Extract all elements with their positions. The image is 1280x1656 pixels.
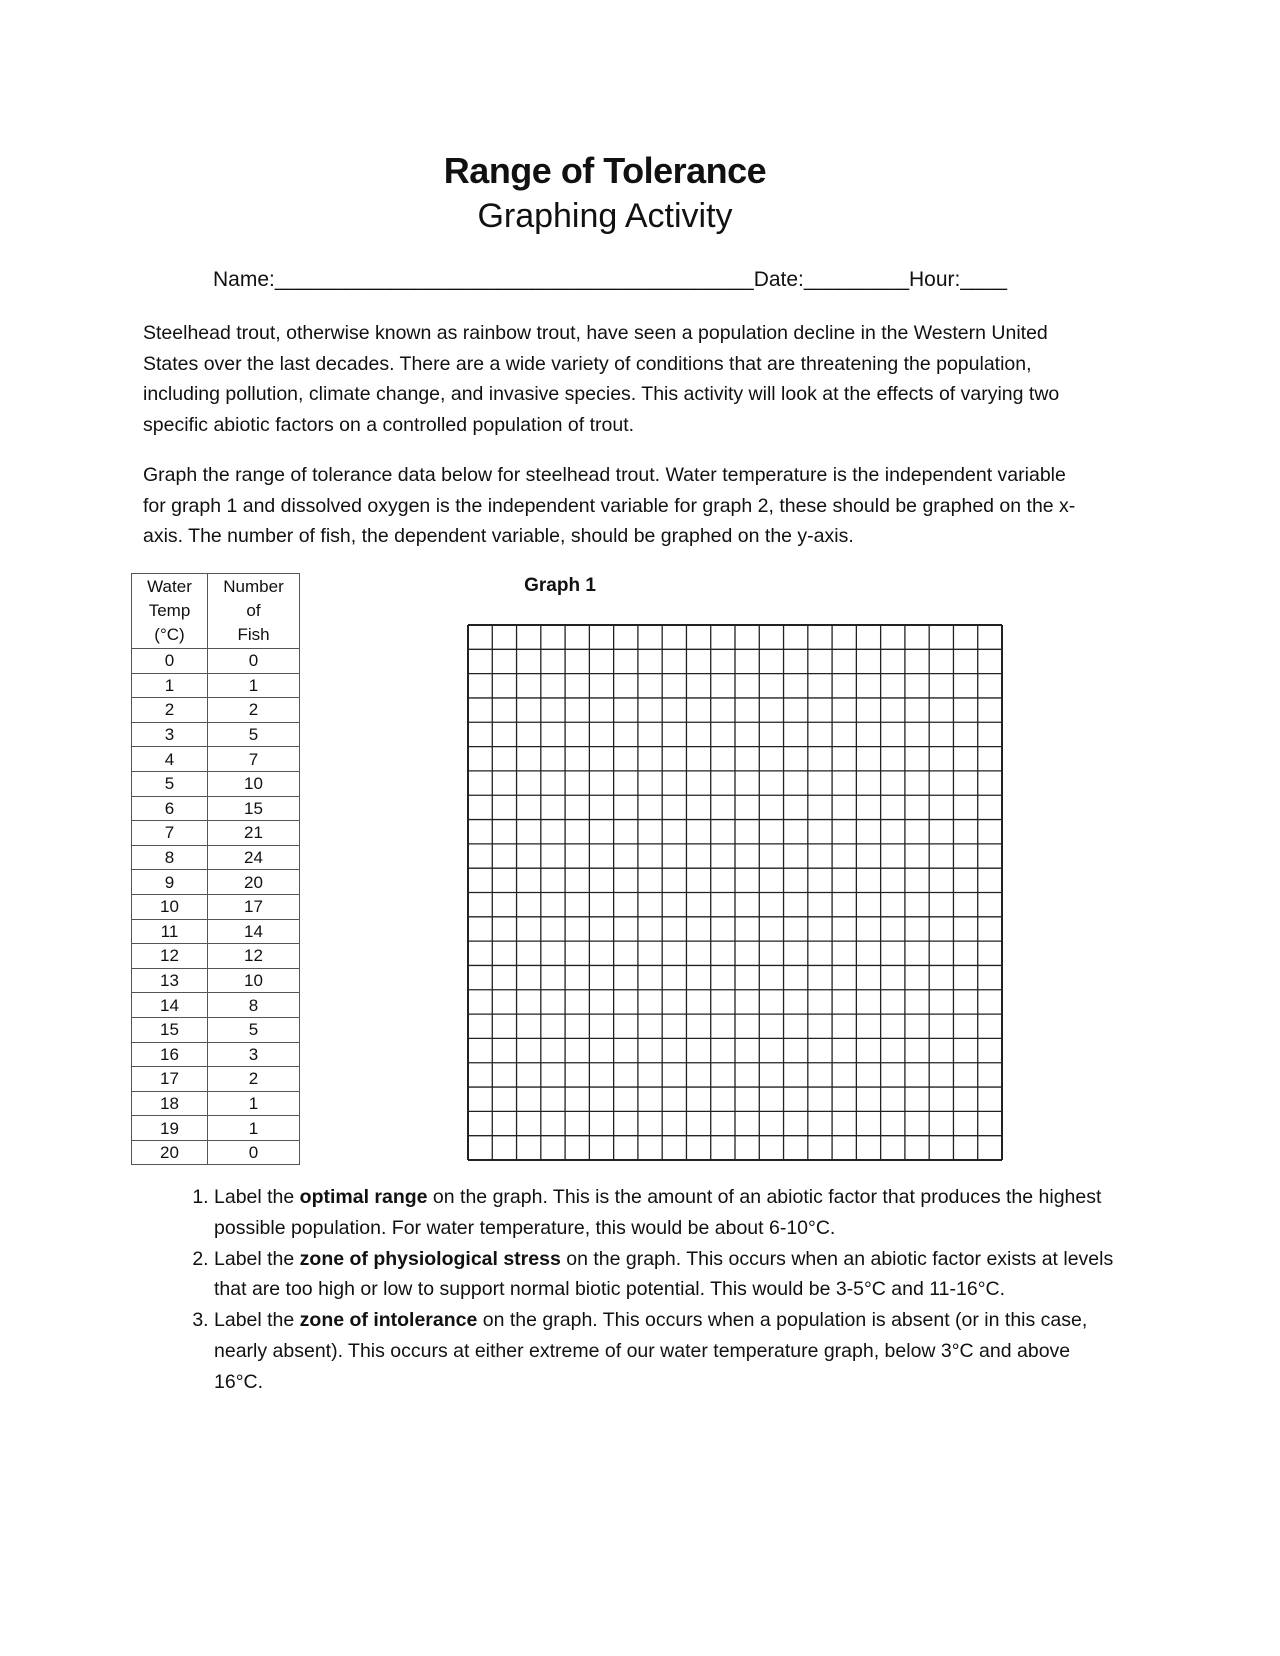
header-number-of-fish: Number of Fish [208, 574, 300, 649]
water-temp-cell: 18 [132, 1091, 208, 1116]
table-row [132, 722, 300, 747]
table-row [132, 993, 300, 1018]
fish-count-cell: 10 [208, 771, 300, 796]
question-item [214, 1182, 1124, 1244]
fish-count-cell: 1 [208, 1091, 300, 1116]
fish-count-cell: 0 [208, 1140, 300, 1165]
fish-count-cell: 15 [208, 796, 300, 821]
page-title: Range of Tolerance [443, 150, 767, 191]
blank-graph-grid[interactable] [467, 624, 1003, 1161]
water-temp-cell: 13 [132, 968, 208, 993]
name-date-hour-line: Name:_________________________________________Date:_________Hour:____ [213, 268, 1008, 291]
page-subtitle: Graphing Activity [477, 197, 733, 235]
water-temp-cell: 12 [132, 944, 208, 969]
fish-count-cell: 1 [208, 673, 300, 698]
fish-count-cell: 1 [208, 1116, 300, 1141]
fish-count-cell: 7 [208, 747, 300, 772]
table-header-row [132, 574, 300, 649]
water-temp-cell: 19 [132, 1116, 208, 1141]
question-text: Label the [214, 1247, 300, 1270]
water-temp-cell: 4 [132, 747, 208, 772]
table-row [132, 673, 300, 698]
table-row [132, 1091, 300, 1116]
table-row [132, 894, 300, 919]
fish-count-cell: 21 [208, 821, 300, 846]
table-row [132, 698, 300, 723]
water-temp-cell: 20 [132, 1140, 208, 1165]
question-text: Label the [214, 1186, 300, 1208]
question-text: Label the [214, 1309, 300, 1332]
water-temp-cell: 17 [132, 1067, 208, 1092]
water-temp-cell: 2 [132, 698, 208, 723]
fish-count-cell: 5 [208, 722, 300, 747]
table-body [132, 649, 300, 1165]
fish-count-cell: 8 [208, 993, 300, 1018]
water-temp-cell: 16 [132, 1042, 208, 1067]
water-temp-cell: 3 [132, 722, 208, 747]
fish-count-cell: 2 [208, 698, 300, 723]
water-temp-cell: 15 [132, 1017, 208, 1042]
question-item [214, 1305, 1124, 1397]
data-table [131, 573, 300, 1165]
question-item [214, 1244, 1124, 1306]
table-row [132, 1067, 300, 1092]
fish-count-cell: 10 [208, 968, 300, 993]
table-row [132, 1017, 300, 1042]
question-key-term: zone of intolerance [299, 1309, 478, 1332]
fish-count-cell: 24 [208, 845, 300, 870]
question-text: on the graph. This is the amount of an abiotic factor that produces the highest possible population. For water temperature, this would be about 6-10°C. [214, 1186, 1102, 1239]
question-text: on the graph. This occurs when a population is absent (or in this case, nearly absent). This occurs at either extreme of our water temperature graph, below 3°C and above 16°C. [214, 1309, 1088, 1393]
question-text: on the graph. This occurs when an abiotic factor exists at levels that are too high or low to support normal biotic potential. This would be 3-5°C and 11-16°C. [214, 1247, 1114, 1301]
water-temp-cell: 5 [132, 771, 208, 796]
table-row [132, 771, 300, 796]
fish-count-cell: 5 [208, 1017, 300, 1042]
fish-count-cell: 3 [208, 1042, 300, 1067]
table-row [132, 919, 300, 944]
table-row [132, 1042, 300, 1067]
table-row [132, 796, 300, 821]
water-temp-cell: 0 [132, 649, 208, 674]
table-row [132, 1140, 300, 1165]
table-row [132, 649, 300, 674]
water-temp-cell: 9 [132, 870, 208, 895]
fish-count-cell: 2 [208, 1067, 300, 1092]
water-temp-cell: 8 [132, 845, 208, 870]
table-row [132, 821, 300, 846]
water-temp-cell: 1 [132, 673, 208, 698]
fish-count-cell: 20 [208, 870, 300, 895]
table-row [132, 845, 300, 870]
water-temp-cell: 7 [132, 821, 208, 846]
water-temp-cell: 11 [132, 919, 208, 944]
graph-title: Graph 1 [524, 575, 596, 596]
water-temp-cell: 6 [132, 796, 208, 821]
intro-paragraph: Steelhead trout, otherwise known as rainbow trout, have seen a population decline in the Western United States over the last decades. There are a wide variety of conditions that are threatening the population, including pollution, climate change, and invasive species. This activity will look at the effects of varying two specific abiotic factors on a controlled population of trout. [143, 322, 1060, 437]
question-list [170, 1182, 1124, 1398]
instructions-paragraph: Graph the range of tolerance data below for steelhead trout. Water temperature is the independent variable for graph 1 and dissolved oxygen is the independent variable for graph 2, these should be graphed on the x-axis. The number of fish, the dependent variable, should be graphed on the y-axis. [143, 464, 1076, 548]
table-row [132, 944, 300, 969]
table-row [132, 747, 300, 772]
question-key-term: zone of physiological stress [299, 1247, 561, 1270]
fish-count-cell: 0 [208, 649, 300, 674]
table-row [132, 968, 300, 993]
fish-count-cell: 17 [208, 894, 300, 919]
water-temp-cell: 14 [132, 993, 208, 1018]
table-row [132, 870, 300, 895]
fish-count-cell: 12 [208, 944, 300, 969]
fish-count-cell: 14 [208, 919, 300, 944]
question-key-term: optimal range [299, 1186, 428, 1208]
table-row [132, 1116, 300, 1141]
header-water-temp: Water Temp (°C) [132, 574, 208, 649]
water-temp-cell: 10 [132, 894, 208, 919]
